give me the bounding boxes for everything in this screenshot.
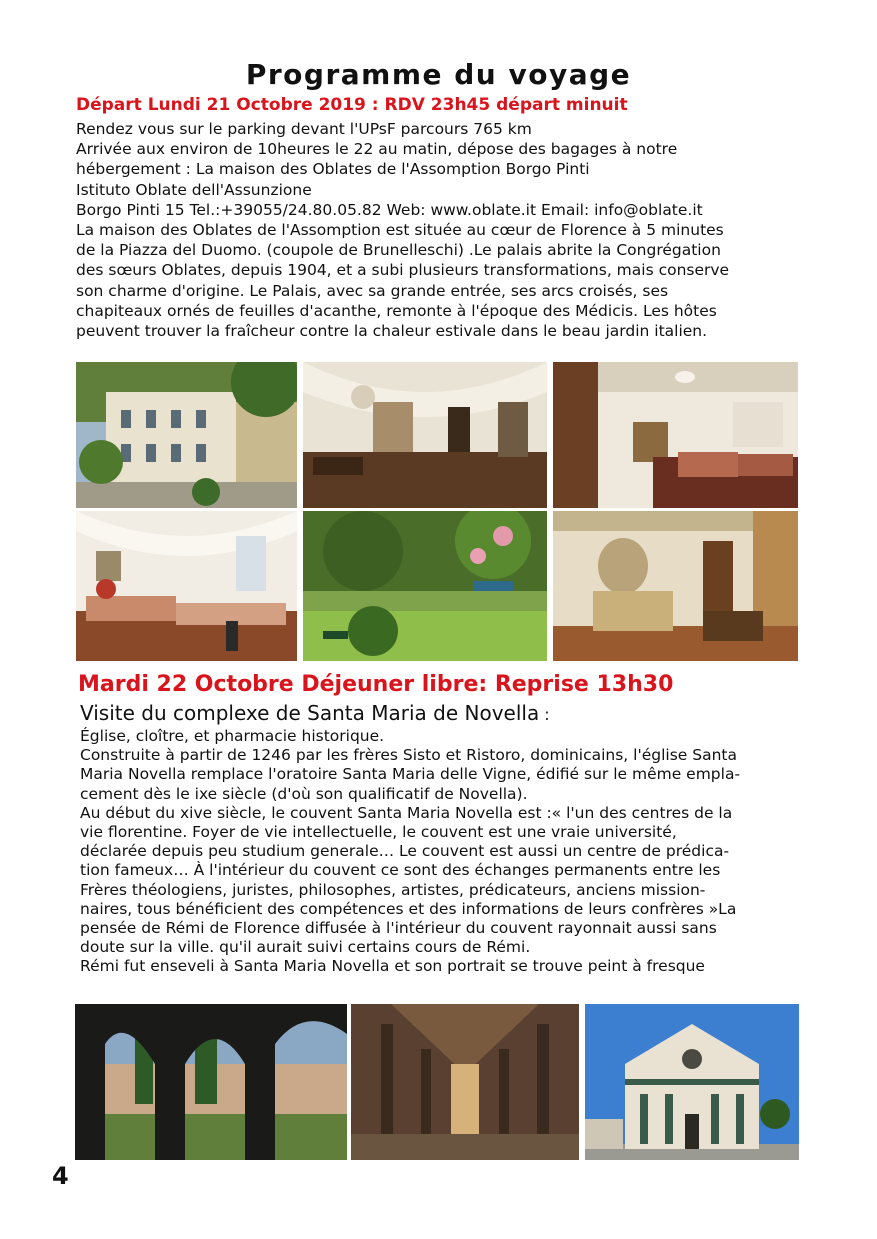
photo-entrance-hall bbox=[303, 362, 547, 508]
visit-line: Frères théologiens, juristes, philosophes, artistes, prédicateurs, anciens mission- bbox=[80, 880, 706, 899]
intro-line: Borgo Pinti 15 Tel.:+39055/24.80.05.82 Web: www.oblate.it Email: info@oblate.it bbox=[76, 200, 703, 219]
page-title: Programme du voyage bbox=[245, 58, 632, 91]
visit-line: Rémi fut enseveli à Santa Maria Novella et son portrait se trouve peint à fresque bbox=[80, 957, 705, 976]
visit-line: Construite à partir de 1246 par les frères Sisto et Ristoro, dominicains, l'église Santa bbox=[80, 746, 737, 765]
visit-text bbox=[80, 727, 810, 977]
intro-line: Arrivée aux environ de 10heures le 22 au matin, dépose des bagages à notre bbox=[76, 140, 678, 159]
visit-title-text: Visite du complexe de Santa Maria de Novella bbox=[80, 701, 540, 725]
visit-line: cement dès le ixe siècle (d'où son qualificatif de Novella). bbox=[80, 784, 528, 803]
photo-bedroom bbox=[553, 362, 798, 508]
intro-line: chapiteaux ornés de feuilles d'acanthe, remonte à l'époque des Médicis. Les hôtes bbox=[76, 301, 717, 320]
visit-line: tion fameux… À l'intérieur du couvent ce sont des échanges permanents entre les bbox=[80, 861, 721, 880]
visit-line: déclarée depuis peu studium generale… Le couvent est aussi un centre de prédica- bbox=[80, 842, 730, 861]
visit-line: vie florentine. Foyer de vie intellectuelle, le couvent est une vraie université, bbox=[80, 823, 677, 842]
departure-header: Départ Lundi 21 Octobre 2019 : RDV 23h45 départ minuit bbox=[76, 95, 628, 115]
visit-line: doute sur la ville. qu'il aurait suivi certains cours de Rémi. bbox=[80, 938, 531, 957]
intro-line: Istituto Oblate dell'Assunzione bbox=[76, 180, 312, 199]
visit-line: Au début du xive siècle, le couvent Santa Maria Novella est :« l'un des centres de la bbox=[80, 803, 733, 822]
photo-church-facade bbox=[585, 1004, 799, 1160]
intro-line: son charme d'origine. Le Palais, avec sa grande entrée, ses arcs croisés, ses bbox=[76, 281, 669, 300]
visit-line: naires, tous bénéficient des compétences et des informations de leurs confrères »La bbox=[80, 899, 737, 918]
photo-dining-room bbox=[76, 511, 297, 661]
intro-line: de la Piazza del Duomo. (coupole de Brunelleschi) .Le palais abrite la Congrégation bbox=[76, 241, 721, 260]
visit-line: pensée de Rémi de Florence diffusée à l'intérieur du couvent rayonnait aussi sans bbox=[80, 919, 717, 938]
photo-hallway bbox=[553, 511, 798, 661]
intro-line: peuvent trouver la fraîcheur contre la chaleur estivale dans le beau jardin italien. bbox=[76, 322, 708, 341]
intro-line: La maison des Oblates de l'Assomption est située au cœur de Florence à 5 minutes bbox=[76, 221, 724, 240]
photo-garden bbox=[303, 511, 547, 661]
visit-title-suffix: : bbox=[539, 705, 550, 724]
day2-header: Mardi 22 Octobre Déjeuner libre: Reprise 13h30 bbox=[78, 672, 674, 697]
visit-line: Église, cloître, et pharmacie historique. bbox=[80, 727, 385, 745]
photo-building-courtyard bbox=[76, 362, 297, 508]
visit-title bbox=[80, 701, 550, 725]
intro-line: Rendez vous sur le parking devant l'UPsF parcours 765 km bbox=[76, 120, 532, 138]
intro-line: des sœurs Oblates, depuis 1904, et a subi plusieurs transformations, mais conserve bbox=[76, 261, 730, 280]
intro-line: hébergement : La maison des Oblates de l'Assomption Borgo Pinti bbox=[76, 160, 590, 179]
page-number: 4 bbox=[52, 1162, 69, 1190]
photo-cloister bbox=[75, 1004, 347, 1160]
visit-line: Maria Novella remplace l'oratoire Santa Maria delle Vigne, édifié sur le même empla- bbox=[80, 765, 741, 784]
intro-text bbox=[76, 119, 806, 341]
photo-church-nave bbox=[351, 1004, 579, 1160]
